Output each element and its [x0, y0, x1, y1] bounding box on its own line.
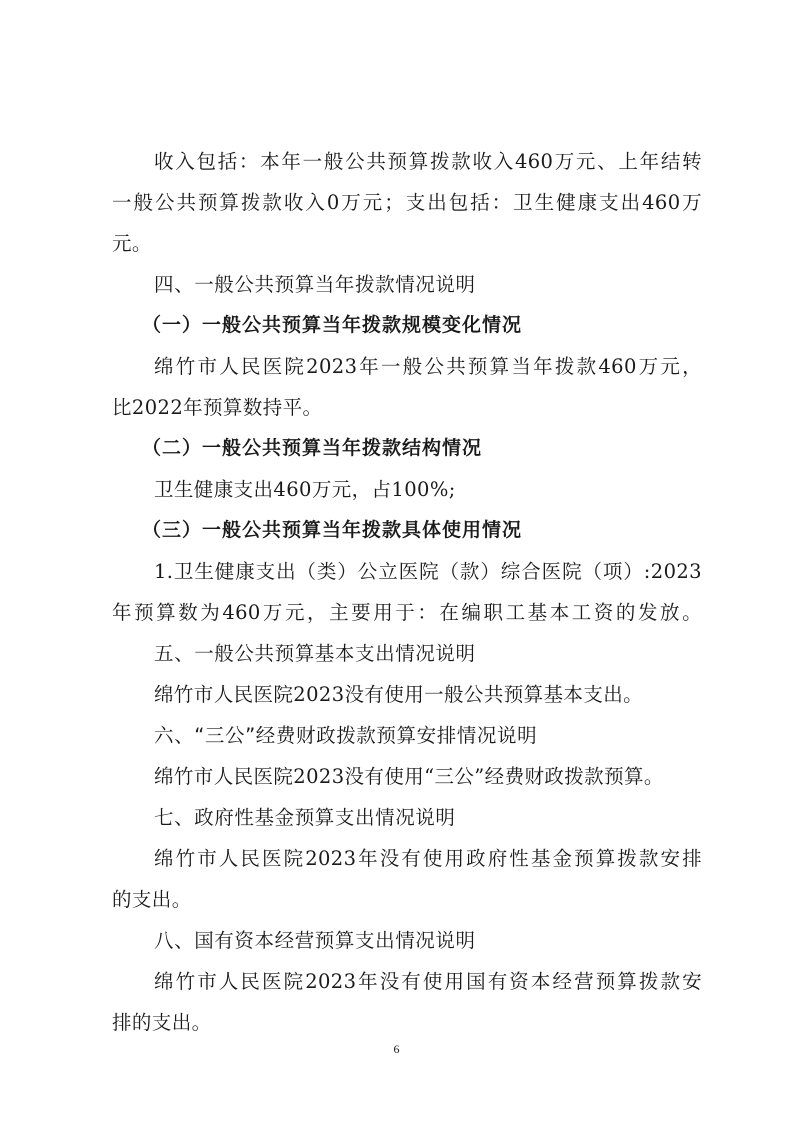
paragraph-government-fund-line-1: 绵竹市人民医院2023年没有使用政府性基金预算拨款安排 — [154, 847, 702, 870]
page-content — [112, 141, 702, 1043]
paragraph-usage-line-2: 年预算数为460万元，主要用于：在编职工基本工资的发放。 — [112, 601, 702, 624]
paragraph-state-capital-line-2: 排的支出。 — [112, 1011, 212, 1034]
paragraph-structure-line-1: 卫生健康支出460万元，占100%; — [154, 478, 456, 501]
paragraph-scale-line-2: 比2022年预算数持平。 — [112, 396, 323, 419]
section-heading-5: 五、一般公共预算基本支出情况说明 — [154, 642, 476, 665]
section-heading-8: 八、国有资本经营预算支出情况说明 — [154, 929, 476, 952]
paragraph-government-fund-line-2: 的支出。 — [112, 888, 192, 911]
paragraph-three-public-line-1: 绵竹市人民医院2023没有使用“三公”经费财政拨款预算。 — [154, 765, 664, 788]
paragraph-usage-line-1: 1.卫生健康支出（类）公立医院（款）综合医院（项）:2023 — [154, 560, 702, 583]
paragraph-income-line-2: 一般公共预算拨款收入0万元；支出包括：卫生健康支出460万 — [112, 191, 702, 214]
paragraph-income-line-1: 收入包括：本年一般公共预算拨款收入460万元、上年结转 — [154, 150, 702, 173]
paragraph-income-line-3: 元。 — [112, 232, 152, 255]
subsection-heading-4-3: （三）一般公共预算当年拨款具体使用情况 — [142, 519, 523, 541]
subsection-heading-4-1: （一）一般公共预算当年拨款规模变化情况 — [142, 314, 523, 336]
section-heading-7: 七、政府性基金预算支出情况说明 — [154, 806, 456, 829]
subsection-heading-4-2: （二）一般公共预算当年拨款结构情况 — [142, 437, 483, 459]
paragraph-basic-expenditure-line-1: 绵竹市人民医院2023没有使用一般公共预算基本支出。 — [154, 683, 644, 706]
paragraph-state-capital-line-1: 绵竹市人民医院2023年没有使用国有资本经营预算拨款安 — [154, 970, 702, 993]
paragraph-scale-line-1: 绵竹市人民医院2023年一般公共预算当年拨款460万元， — [154, 355, 702, 378]
page-number: 6 — [393, 1042, 400, 1056]
section-heading-6: 六、“三公”经费财政拨款预算安排情况说明 — [154, 724, 538, 747]
section-heading-4: 四、一般公共预算当年拨款情况说明 — [154, 273, 476, 296]
